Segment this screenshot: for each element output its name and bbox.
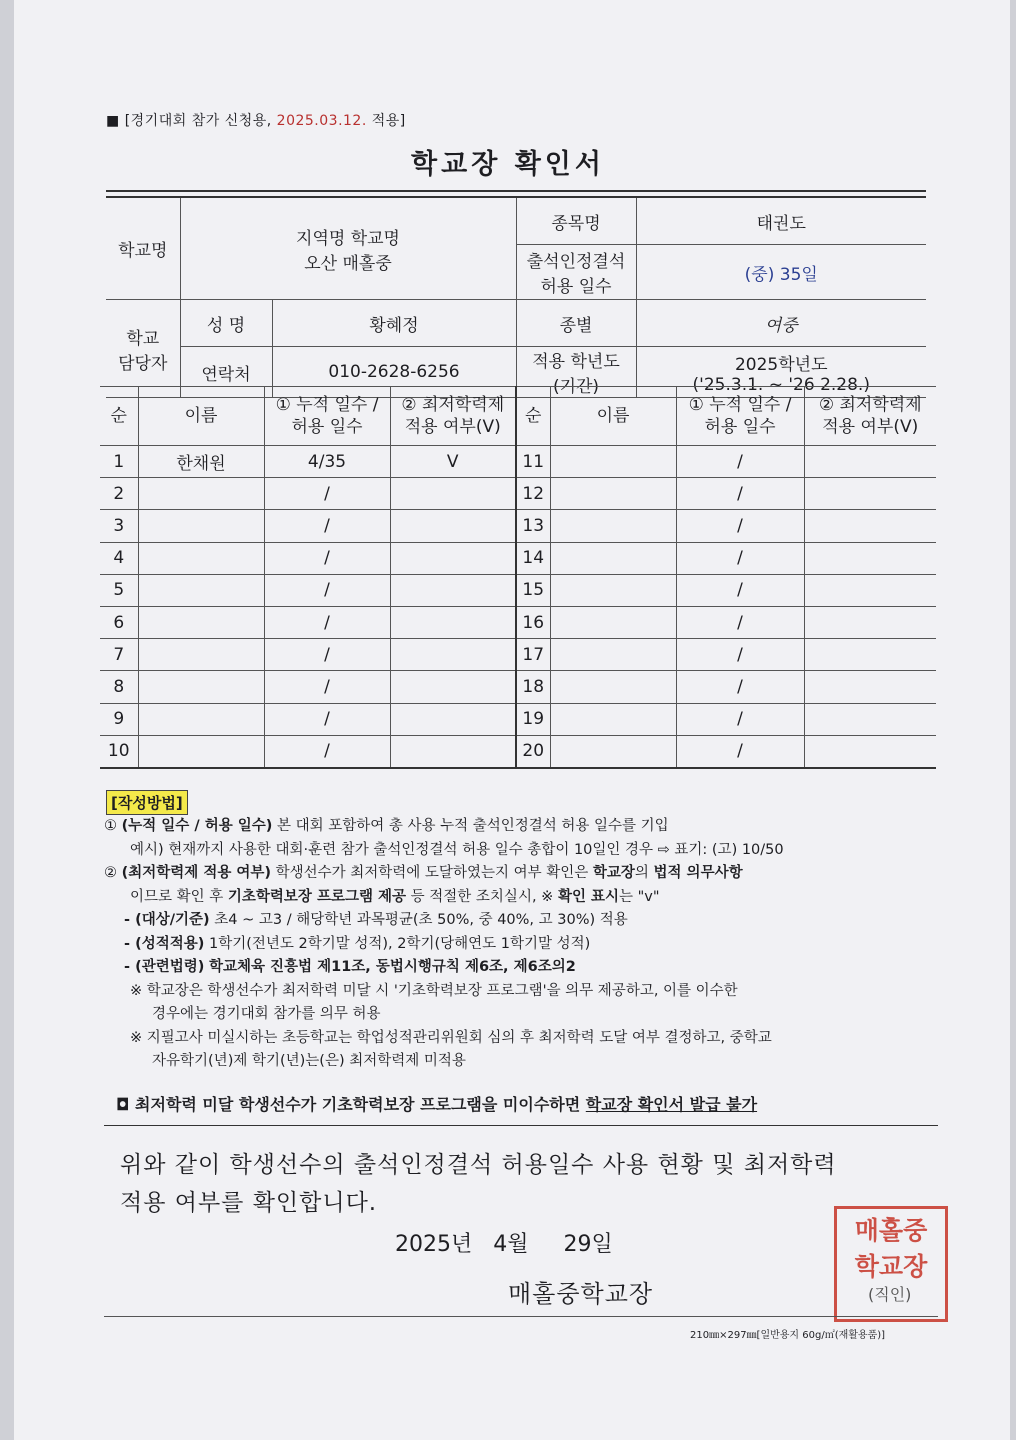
confirm-statement xyxy=(120,1146,930,1222)
gender-label: 종별 xyxy=(516,300,636,347)
header-days-line1: ① 누적 일수 / xyxy=(275,395,379,415)
final-warning xyxy=(116,1092,757,1115)
note2-line1: ※ 지필고사 미실시하는 초등학교는 학업성적관리위원회 심의 후 최저학력 도달 여부 결정하고, 중학교 xyxy=(130,1029,772,1046)
cell-right-no: 18 xyxy=(516,671,550,703)
header-no-2: 순 xyxy=(516,387,550,446)
school-label: 학교명 xyxy=(106,197,180,300)
cell-right-days: / xyxy=(676,574,804,606)
year-label-line2: (기간) xyxy=(552,377,600,397)
cell-right-no: 16 xyxy=(516,606,550,638)
item1-text: 본 대회 포함하여 총 사용 누적 출석인정결석 허용 일수를 기입 xyxy=(277,818,669,834)
item2-text-a: 학생선수가 최저학력에 도달하였는지 여부 확인은 xyxy=(275,865,589,881)
grade-line xyxy=(104,933,944,957)
note1-line1: ※ 학교장은 학생선수가 최저학력 미달 시 '기초학력보장 프로그램'을 의무 제공하고, 이를 이수한 xyxy=(130,982,738,999)
cell-left-no: 9 xyxy=(100,703,138,735)
item2-line2 xyxy=(104,886,944,910)
roster-row xyxy=(100,446,936,478)
cell-left-name xyxy=(138,703,264,735)
target-bold: - (대상/기준) xyxy=(124,912,210,928)
cell-right-days: / xyxy=(676,703,804,735)
header-no: 순 xyxy=(100,387,138,446)
roster-row xyxy=(100,735,936,768)
header-min-2-line1: ② 최저학력제 xyxy=(818,395,922,415)
date-month: 4월 xyxy=(493,1232,529,1257)
date-day: 29일 xyxy=(563,1232,613,1257)
final-underline: 학교장 확인서 발급 불가 xyxy=(585,1095,758,1114)
cell-left-days: / xyxy=(264,542,390,574)
cell-left-name xyxy=(138,574,264,606)
cell-left-name xyxy=(138,671,264,703)
cell-right-check xyxy=(804,735,936,768)
circle-1-icon: ① xyxy=(104,818,117,834)
footer-divider xyxy=(104,1316,938,1317)
year-value-line1: 2025학년도 xyxy=(734,354,828,375)
cell-right-check xyxy=(804,639,936,671)
cell-left-no: 1 xyxy=(100,446,138,478)
cell-right-check xyxy=(804,606,936,638)
roster-row xyxy=(100,703,936,735)
cell-left-days: / xyxy=(264,606,390,638)
cell-right-check xyxy=(804,542,936,574)
contact-label-line2: 담당자 xyxy=(118,353,168,374)
cell-right-days: / xyxy=(676,671,804,703)
law-bold: - (관련법령) xyxy=(124,959,205,975)
header-name-2: 이름 xyxy=(550,387,676,446)
confirm-line2: 적용 여부를 확인합니다. xyxy=(120,1190,378,1216)
cell-right-name xyxy=(550,478,676,510)
roster-row xyxy=(100,510,936,542)
principal-title: 매홀중학교장 xyxy=(508,1280,654,1308)
cell-right-days: / xyxy=(676,542,804,574)
paper-spec-footer: 210㎜×297㎜[일반용지 60g/㎡(재활용품)] xyxy=(690,1330,886,1341)
name-value: 황혜정 xyxy=(272,300,516,347)
roster-row xyxy=(100,639,936,671)
cell-right-name xyxy=(550,671,676,703)
item1-bold: (누적 일수 / 허용 일수) xyxy=(121,818,273,834)
cell-right-name xyxy=(550,606,676,638)
header-days-2-line1: ① 누적 일수 / xyxy=(688,395,792,415)
item2-bold2: 학교장 xyxy=(592,865,635,881)
cell-left-days: / xyxy=(264,574,390,606)
circle-2-icon: ② xyxy=(104,865,117,881)
cell-left-check xyxy=(390,574,516,606)
cell-right-days: / xyxy=(676,446,804,478)
cell-left-days: / xyxy=(264,478,390,510)
cell-left-name xyxy=(138,542,264,574)
final-text: 최저학력 미달 학생선수가 기초학력보장 프로그램을 미이수하면 xyxy=(135,1095,581,1114)
year-label-line1: 적용 학년도 xyxy=(532,352,620,372)
cell-right-check xyxy=(804,574,936,606)
arrow-box-icon: ◘ xyxy=(116,1095,130,1114)
cell-right-no: 20 xyxy=(516,735,550,768)
cell-left-check xyxy=(390,478,516,510)
event-label: 종목명 xyxy=(516,197,636,245)
cell-right-days: / xyxy=(676,735,804,768)
cell-right-name xyxy=(550,542,676,574)
gender-value: 여중 xyxy=(636,300,926,347)
cell-left-name xyxy=(138,735,264,768)
note1-line2: 경우에는 경기대회 참가를 의무 허용 xyxy=(152,1006,381,1022)
cell-left-check xyxy=(390,671,516,703)
cell-left-name xyxy=(138,510,264,542)
cell-right-no: 19 xyxy=(516,703,550,735)
seal-text-icon: 매홀중 학교장 xyxy=(854,1216,928,1281)
official-seal-stamp xyxy=(834,1206,948,1322)
grade-bold: - (성적적용) xyxy=(124,935,205,952)
cell-right-check xyxy=(804,478,936,510)
phone-value: 010-2628-6256 xyxy=(272,347,516,398)
cell-right-check xyxy=(804,671,936,703)
note2-line2: 자유학기(년)제 학기(년)는(은) 최저학력제 미적용 xyxy=(152,1053,466,1069)
roster-row xyxy=(100,606,936,638)
target-line xyxy=(104,909,944,933)
allowance-label xyxy=(516,245,636,300)
roster-row xyxy=(100,574,936,606)
cell-left-days: / xyxy=(264,671,390,703)
year-value-line2: ('25.3.1. ~ '26 2.28.) xyxy=(692,374,870,395)
header-days-2 xyxy=(676,387,804,446)
phone-label: 연락처 xyxy=(180,347,272,398)
cell-left-no: 4 xyxy=(100,542,138,574)
target-text: 초4 ~ 고3 / 해당학년 과목평균(초 50%, 중 40%, 고 30%) 적용 xyxy=(214,912,628,928)
seal-label: (직인) xyxy=(868,1285,912,1304)
contact-label xyxy=(106,300,180,398)
cell-right-no: 14 xyxy=(516,542,550,574)
cell-right-check xyxy=(804,510,936,542)
header-min-line2: 적용 여부(V) xyxy=(404,417,501,437)
confirm-line1: 위와 같이 학생선수의 출석인정결석 허용일수 사용 현황 및 최저학력 xyxy=(120,1152,837,1178)
header-note-suffix: 적용] xyxy=(371,113,406,129)
item2-bold: (최저학력제 적용 여부) xyxy=(121,865,272,881)
contact-label-line1: 학교 xyxy=(126,328,160,349)
item2-bold3: 법적 의무사항 xyxy=(653,865,743,881)
item2-line xyxy=(104,862,944,886)
item2-line2-bold2: 확인 표시 xyxy=(557,888,620,905)
cell-left-no: 10 xyxy=(100,735,138,768)
header-note-date: 2025.03.12. xyxy=(276,113,367,129)
header-min-line1: ② 최저학력제 xyxy=(401,395,505,415)
cell-left-no: 2 xyxy=(100,478,138,510)
cell-right-no: 11 xyxy=(516,446,550,478)
header-min-2-line2: 적용 여부(V) xyxy=(822,417,919,437)
cell-right-check xyxy=(804,446,936,478)
cell-right-no: 15 xyxy=(516,574,550,606)
cell-left-check xyxy=(390,542,516,574)
item2-line2-a: 이므로 확인 후 xyxy=(130,888,224,905)
item2-line2-bold: 기초학력보장 프로그램 제공 xyxy=(227,888,407,905)
item2-text-b: 의 xyxy=(634,865,649,881)
item1-line xyxy=(104,815,944,839)
cell-right-no: 17 xyxy=(516,639,550,671)
cell-left-check xyxy=(390,606,516,638)
cell-right-days: / xyxy=(676,639,804,671)
cell-right-days: / xyxy=(676,606,804,638)
grade-text: 1학기(전년도 2학기말 성적), 2학기(당해연도 1학기말 성적) xyxy=(208,935,591,952)
cell-right-name xyxy=(550,510,676,542)
title-rule xyxy=(106,190,926,192)
cell-left-name xyxy=(138,639,264,671)
roster-row xyxy=(100,671,936,703)
header-note xyxy=(106,110,406,130)
allowance-value: (중) 35일 xyxy=(636,245,926,300)
cell-left-check xyxy=(390,735,516,768)
document-title: 학교장 확인서 xyxy=(411,149,605,180)
cell-left-no: 8 xyxy=(100,671,138,703)
item2-line2-b: 등 적절한 조치실시, ※ xyxy=(410,888,554,905)
header-days-2-line2: 허용 일수 xyxy=(704,417,776,437)
cell-right-no: 13 xyxy=(516,510,550,542)
issue-date xyxy=(395,1227,613,1258)
header-name: 이름 xyxy=(138,387,264,446)
header-note-prefix: [경기대회 참가 신청용, xyxy=(124,113,272,129)
school-value-line2: 오산 매홀중 xyxy=(304,253,392,274)
header-days-line2: 허용 일수 xyxy=(291,417,363,437)
roster-header-row xyxy=(100,387,936,446)
cell-left-name xyxy=(138,478,264,510)
name-label: 성 명 xyxy=(180,300,272,347)
header-days xyxy=(264,387,390,446)
roster-row xyxy=(100,478,936,510)
cell-left-no: 5 xyxy=(100,574,138,606)
cell-left-no: 3 xyxy=(100,510,138,542)
event-value: 태권도 xyxy=(636,197,926,245)
law-text: 학교체육 진흥법 제11조, 동법시행규칙 제6조, 제6조의2 xyxy=(208,959,576,975)
cell-right-days: / xyxy=(676,478,804,510)
cell-left-check xyxy=(390,510,516,542)
cell-left-days: / xyxy=(264,735,390,768)
date-year: 2025년 xyxy=(395,1232,473,1257)
law-line xyxy=(104,956,944,980)
cell-right-no: 12 xyxy=(516,478,550,510)
cell-right-name xyxy=(550,446,676,478)
cell-left-days: / xyxy=(264,703,390,735)
school-value-line1: 지역명 학교명 xyxy=(296,228,400,249)
student-roster-table xyxy=(100,386,936,769)
bullet-icon: ■ xyxy=(106,113,120,129)
allowance-label-line2: 허용 일수 xyxy=(540,277,612,297)
header-min-2 xyxy=(804,387,936,446)
cell-left-days: 4/35 xyxy=(264,446,390,478)
cell-left-check xyxy=(390,639,516,671)
cell-right-check xyxy=(804,703,936,735)
item1-example: 예시) 현재까지 사용한 대회·훈련 참가 출석인정결석 허용 일수 총합이 10일인 경우 ⇨ 표기: (고) 10/50 xyxy=(130,841,784,858)
allowance-label-line1: 출석인정결석 xyxy=(526,252,626,272)
cell-left-days: / xyxy=(264,639,390,671)
cell-left-check: V xyxy=(390,446,516,478)
roster-row xyxy=(100,542,936,574)
cell-right-name xyxy=(550,639,676,671)
cell-left-check xyxy=(390,703,516,735)
method-heading: [작성방법] xyxy=(106,790,188,815)
school-value xyxy=(180,197,516,300)
cell-right-name xyxy=(550,703,676,735)
cell-right-name xyxy=(550,735,676,768)
header-min xyxy=(390,387,516,446)
cell-left-days: / xyxy=(264,510,390,542)
cell-right-name xyxy=(550,574,676,606)
cell-left-name xyxy=(138,606,264,638)
method-notes xyxy=(104,815,944,1074)
school-info-table xyxy=(106,196,926,398)
item2-line2-c: 는 "v" xyxy=(619,888,660,905)
cell-left-no: 6 xyxy=(100,606,138,638)
cell-left-name: 한채원 xyxy=(138,446,264,478)
cell-left-no: 7 xyxy=(100,639,138,671)
cell-right-days: / xyxy=(676,510,804,542)
section-divider xyxy=(104,1125,938,1126)
